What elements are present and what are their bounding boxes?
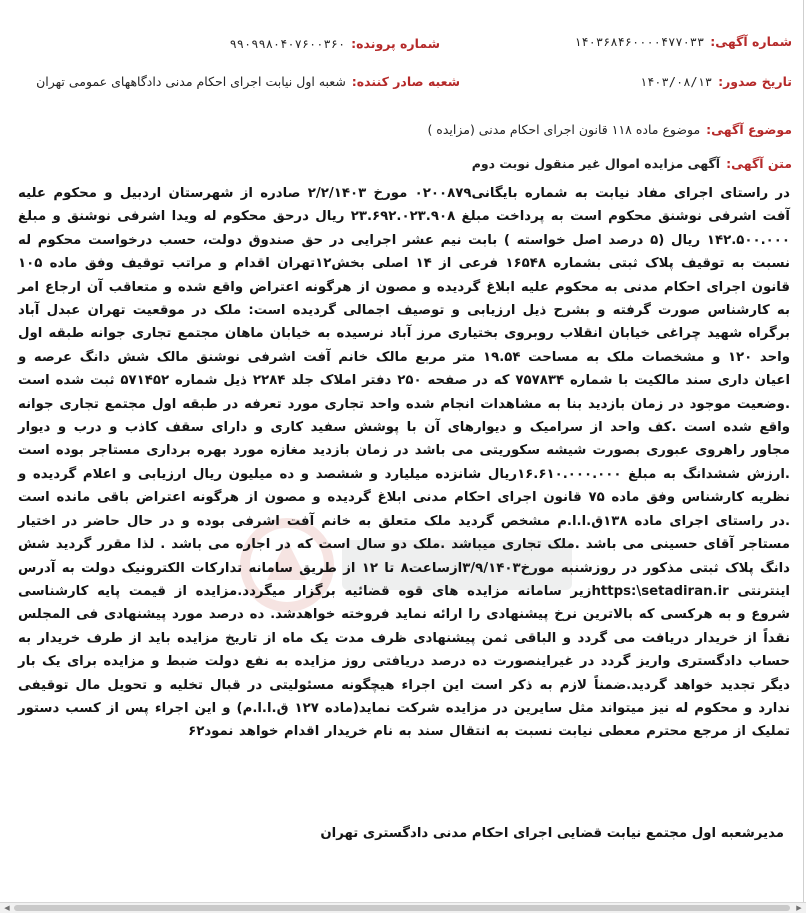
notice-text-label: متن آگهی: bbox=[726, 156, 792, 171]
notice-number-label: شماره آگهی: bbox=[710, 34, 792, 49]
issue-date-label: تاریخ صدور: bbox=[718, 74, 792, 89]
case-number-row bbox=[230, 36, 440, 51]
signature-line: مدیرشعبه اول مجتمع نیابت قضایی اجرای احکام مدنی دادگستری تهران bbox=[320, 826, 784, 841]
scroll-right-arrow-icon[interactable]: ▶ bbox=[796, 904, 802, 912]
issue-date-value: ۱۴۰۳/۰۸/۱۳ bbox=[639, 75, 713, 89]
notice-number-value: ۱۴۰۳۶۸۴۶۰۰۰۰۴۷۷۰۳۳ bbox=[574, 35, 705, 49]
subject-value: موضوع ماده ۱۱۸ قانون اجرای احکام مدنی (مزایده ) bbox=[427, 122, 701, 137]
case-number-value: ۹۹۰۹۹۸۰۴۰۷۶۰۰۳۶۰ bbox=[229, 37, 346, 51]
issuing-branch-label: شعبه صادر کننده: bbox=[351, 74, 460, 89]
subject-row bbox=[427, 122, 792, 137]
notice-text-value: آگهی مزایده اموال غیر منقول نوبت دوم bbox=[471, 156, 721, 171]
horizontal-scrollbar[interactable] bbox=[0, 902, 806, 913]
issue-date-row bbox=[640, 74, 792, 89]
notice-number-row bbox=[574, 34, 792, 49]
case-number-label: شماره پرونده: bbox=[351, 36, 440, 51]
scrollbar-thumb[interactable] bbox=[14, 905, 790, 911]
notice-body-paragraph: در راستای اجرای مفاد نیابت به شماره بایگانی۰۲۰۰۸۷۹ مورخ ۲/۲/۱۴۰۳ صادره از شهرستان اردبیل و محکوم علیه آفت اشرفی نوشنق محکوم است به پرداخت مبلغ ۲۳.۶۹۲.۰۲۳.۹۰۸ ریال درحق محکوم له ویدا اشرفی نوشنق و مبلغ ۱۴۲.۵۰۰.۰۰۰ ریال (۵ درصد اصل خواسته ) بابت نیم عشر اجرایی در حق صندوق دولت، حسب درخواست محکوم له نسبت به توقیف پلاک ثبتی بشماره ۱۶۵۴۸ فرعی از ۱۴ اصلی بخش۱۲تهران اقدام و مراتب توقیف وفق ماده ۱۰۵ قانون اجرای احکام مدنی به محکوم علیه ابلاغ گردیده و مصون از هرگونه اعتراض واقع شده و متعاقب آن ارجاع امر به کارشناس صورت گرفته و بشرح ذیل ارزیابی و توصیف اجمالی گردیده است: ملک در موقعیت تهران عبدل آباد برگراه شهید چراغی خیابان انقلاب روبروی بختیاری مرز آباد نرسیده به خیابان ماهان مجتمع تجاری جوانه طبقه اول واحد ۱۲۰ و مشخصات ملک به مساحت ۱۹.۵۴ متر مربع مالک خانم آفت اشرفی نوشنق مالک شش دانگ عرصه و اعیان داری سند مالکیت با شماره ۷۵۷۸۳۴ که در صفحه ۲۵۰ دفتر املاک جلد ۲۲۸۴ ذیل شماره ۵۷۱۴۵۲ ثبت شده است .وضعیت موجود در زمان بازدید بنا به مشاهدات انجام شده واحد تجاری مورد تعرفه در طبقه اول مجتمع تجاری جوانه واقع شده است .کف واحد از سرامیک و دیوارهای آن با پوشش سفید کاری و دارای سقف کاذب و درب و دیوار مجاور راهروی عبوری بصورت شیشه سکوریتی می باشد در زمان بازدید مغازه مورد بهره برداری مستاجر بوده است .ارزش ششدانگ به مبلغ ۱۶.۶۱۰.۰۰۰.۰۰۰ریال شانزده میلیارد و ششصد و ده میلیون ریال ارزیابی و اعلام گردیده و نظریه کارشناس وفق ماده ۷۵ قانون اجرای احکام مدنی ابلاغ گردیده و مصون از هرگونه اعتراض باقی مانده است .در راستای اجرای ماده ۱۳۸ق.ا.ا.م مشخص گردید ملک متعلق به خانم آفت اشرفی بوده و در حال حاضر در اختیار مستاجر آقای حسینی می باشد .ملک تجاری میباشد .ملک دو سال است که در اجاره می باشد . لذا مقرر گردید شش دانگ پلاک ثبتی مذکور در روزشنبه مورخ۳/۹/۱۴۰۳ازساعت۸ تا ۱۲ از طریق سامانه تدارکات الکترونیک دولت به آدرس اینترنتی https:\setadiran.irزیر سامانه مزایده های قوه قضائیه برگزار میگردد.مزایده از قیمت پایه کارشناسی شروع و به هرکسی که بالاترین نرخ پیشنهادی را ارائه نماید فروخته خواهدشد. ده درصد مورد پیشنهادی فی المجلس نقداً از خریدار دریافت می گردد و الباقی ثمن پیشنهادی ظرف مدت یک ماه از تاریخ مزایده باید از طرف خریدار به حساب دادگستری واریز گردد در غیراینصورت ده درصد دریافتی روز مزایده به نفع دولت ضبط و مزایده برای یک بار دیگر تجدید خواهد گردید.ضمناً لازم به ذکر است این اجراء هیچگونه مسئولیتی در قبال تخلیه و تحویل مال توقیفی ندارد و محکوم له نیز میتواند مثل سایرین در مزایده شرکت نماید(ماده ۱۲۷ ق.ا.ا.م) و این اجراء پس از کسب دستور تملیک از مرجع محترم معطی نیابت نسبت به انتقال سند به نام خریدار اقدام خواهد نمود۶۲ bbox=[18, 186, 791, 740]
issuing-branch-row bbox=[36, 74, 460, 89]
subject-label: موضوع آگهی: bbox=[706, 122, 792, 137]
notice-text-row bbox=[472, 156, 792, 171]
scroll-left-arrow-icon[interactable]: ◀ bbox=[4, 904, 10, 912]
issuing-branch-value: شعبه اول نیابت اجرای احکام مدنی دادگاههای عمومی تهران bbox=[36, 74, 346, 89]
